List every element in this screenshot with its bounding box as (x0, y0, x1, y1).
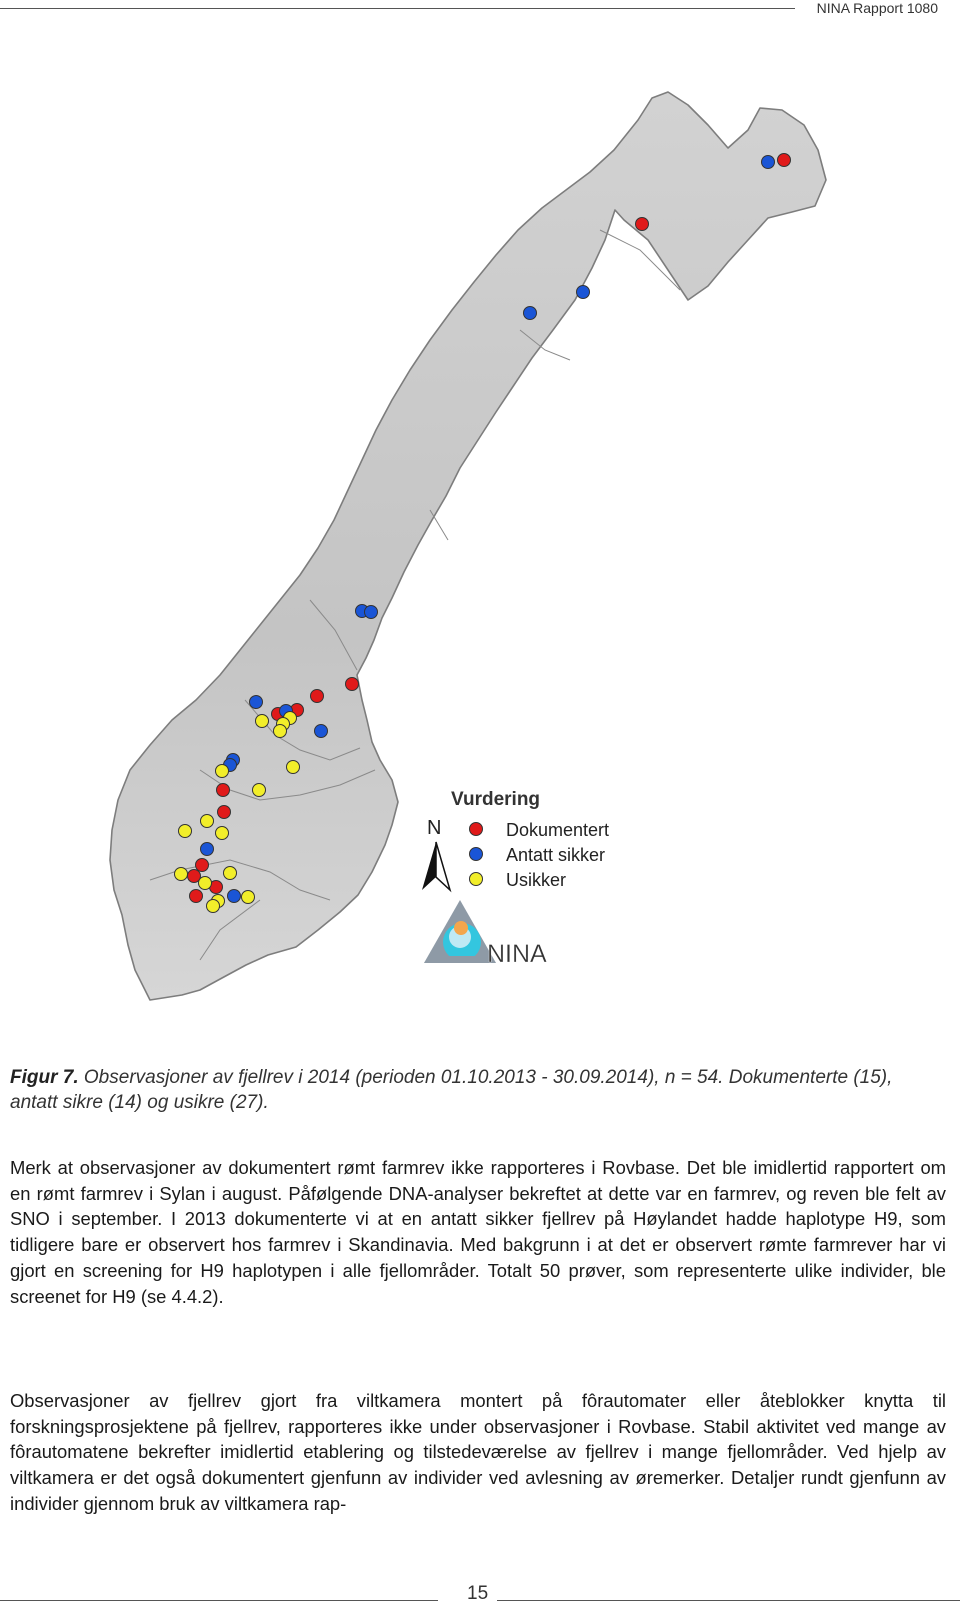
figure-caption (10, 1065, 940, 1115)
obs-point-usikker (216, 765, 229, 778)
norway-landmass (110, 92, 826, 1000)
legend-label-antatt-sikker: Antatt sikker (506, 845, 606, 865)
obs-point-antatt-sikker (577, 286, 590, 299)
obs-point-dokumentert (217, 784, 230, 797)
obs-point-usikker (253, 784, 266, 797)
obs-point-usikker (207, 900, 220, 913)
legend-swatch-usikker (470, 873, 483, 886)
obs-point-usikker (216, 827, 229, 840)
north-label: N (427, 817, 442, 839)
norway-map (0, 60, 960, 1050)
obs-point-antatt-sikker (365, 606, 378, 619)
nina-logo-text: NINA (487, 940, 547, 968)
report-title: NINA Rapport 1080 (816, 0, 938, 16)
nina-logo-icon (424, 900, 547, 968)
obs-point-antatt-sikker (524, 307, 537, 320)
obs-point-antatt-sikker (201, 843, 214, 856)
header-rule (0, 8, 795, 9)
obs-point-antatt-sikker (762, 156, 775, 169)
footer-rule-right (497, 1600, 960, 1601)
obs-point-usikker (199, 877, 212, 890)
obs-point-dokumentert (778, 154, 791, 167)
body-paragraph: Observasjoner av fjellrev gjort fra viltkamera montert på fôrautomater eller åteblokker knytta til forskningsprosjektene på fjellrev, rapporteres ikke under observasjoner i Rovbase. Stabil aktivitet ved mange av fôrautomatene bekrefter imidlertid etablering og tilstedeværelse av fjellrev i mange fjellområder. Ved hjelp av viltkamera er det også dokumentert gjenfunn av individer ved avlesning av øremerker. Detaljer rundt gjenfunn av individer gjennom bruk av viltkamera rap- (10, 1390, 946, 1514)
north-arrow-icon (422, 842, 450, 890)
figure-caption-text: Observasjoner av fjellrev i 2014 (perioden 01.10.2013 - 30.09.2014), n = 54. Dokumenterte (15), antatt sikre (14) og usikre (27). (10, 1067, 893, 1113)
obs-point-usikker (256, 715, 269, 728)
page-number: 15 (467, 1583, 489, 1604)
obs-point-dokumentert (190, 890, 203, 903)
obs-point-dokumentert (311, 690, 324, 703)
legend-swatch-antatt-sikker (470, 848, 483, 861)
footer-rule-left (0, 1600, 438, 1601)
legend-swatch-dokumentert (470, 823, 483, 836)
obs-point-usikker (175, 868, 188, 881)
legend-title: Vurdering (451, 789, 541, 810)
obs-point-usikker (201, 815, 214, 828)
obs-point-usikker (179, 825, 192, 838)
body-paragraph: Merk at observasjoner av dokumentert rømt farmrev ikke rapporteres i Rovbase. Det ble imidlertid rapportert om en rømt farmrev i Sylan i august. Påfølgende DNA-analyser bekreftet at dette var en farmrev, og reven ble felt av SNO i september. I 2013 dokumenterte vi at en antatt sikker fjellrev på Høylandet hadde haplotype H9, som tidligere bare er observert hos farmrev i Skandinavia. Med bakgrunn i at det er observert rømte farmrever har vi gjort en screening for H9 haplotypen i alle fjellområder. Totalt 50 prøver, som representerte ulike individer, ble screenet for H9 (se 4.4.2). (10, 1157, 946, 1307)
obs-point-dokumentert (346, 678, 359, 691)
legend-label-dokumentert: Dokumentert (506, 820, 610, 840)
obs-point-antatt-sikker (250, 696, 263, 709)
obs-point-antatt-sikker (315, 725, 328, 738)
obs-point-dokumentert (636, 218, 649, 231)
map-legend (422, 789, 609, 968)
obs-point-dokumentert (218, 806, 231, 819)
obs-point-usikker (242, 891, 255, 904)
obs-point-antatt-sikker (228, 890, 241, 903)
obs-point-usikker (287, 761, 300, 774)
obs-point-usikker (224, 867, 237, 880)
obs-point-dokumentert (196, 859, 209, 872)
obs-point-usikker (274, 725, 287, 738)
legend-label-usikker: Usikker (506, 870, 567, 890)
figure-label: Figur 7. (10, 1067, 79, 1088)
